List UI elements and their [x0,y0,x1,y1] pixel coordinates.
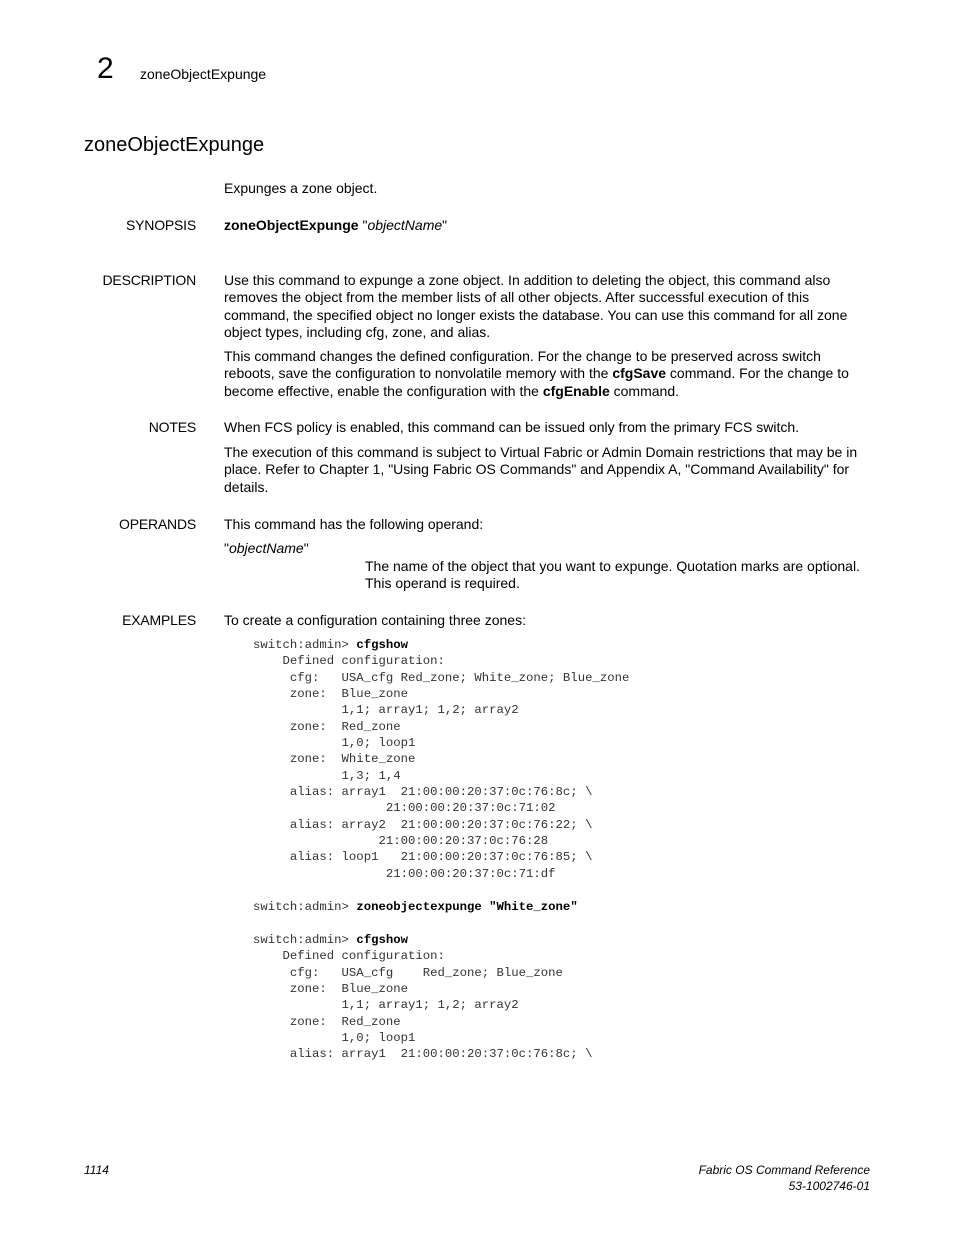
example-code-block-1: switch:admin> cfgshow Defined configuration: cfg: USA_cfg Red_zone; White_zone; Blue_zone zone: Blue_zone 1,1; array1; 1,2; array2 zone: Red_zone 1,0; loop1 zone: White_zone 1,3; 1,4 alias: array1 21:00:00:20:37:0c:76:8c; \ 21:00:00:20:37:0c:71:02 alias: array2 21:00:00:20:37:0c:76:22; \ 21:00:00:20:37:0c:76:28 alias: loop1 21:00:00:20:37:0c:76:85; \ 21:00:00:20:37:0c:71:df [253,638,630,881]
footer-book-info [699,1162,870,1194]
summary: Expunges a zone object. [224,180,378,196]
example-output-3: Defined configuration: cfg: USA_cfg Red_zone; Blue_zone zone: Blue_zone 1,1; array1; 1,2; array2 zone: Red_zone 1,0; loop1 alias: array1 21:00:00:20:37:0c:76:8c; \ [282,949,593,1062]
example-output-1: Defined configuration: cfg: USA_cfg Red_zone; White_zone; Blue_zone zone: Blue_zone 1,1; array1; 1,2; array2 zone: Red_zone 1,0; loop1 zone: White_zone 1,3; 1,4 alias: array1 21:00:00:20:37:0c:76:8c; \ 21:00:00:20:37:0c:71:02 alias: array2 21:00:00:20:37:0c:76:22; \ 21:00:00:20:37:0c:76:28 alias: loop1 21:00:00:20:37:0c:76:85; \ 21:00:00:20:37:0c:71:df [282,654,630,881]
example-code-block-2: switch:admin> zoneobjectexpunge "White_zone" [253,900,578,914]
example-command-cfgshow-2: cfgshow [356,933,408,947]
operand-description: The name of the object that you want to expunge. Quotation marks are optional. This operand is required. [365,558,860,592]
notes-label: NOTES [148,419,196,435]
example-command-expunge: zoneobjectexpunge "White_zone" [356,900,578,914]
notes-paragraph-2: The execution of this command is subject to Virtual Fabric or Admin Domain restrictions that may be in place. Refer to Chapter 1, "Using Fabric OS Commands" and Appendix A, "Command Availability" for details. [224,444,858,495]
operands-intro: This command has the following operand: [224,516,484,532]
doc-id: 53-1002746-01 [788,1179,870,1193]
chapter-number: 2 [97,52,114,85]
description-label: DESCRIPTION [102,272,196,288]
synopsis-command: zoneObjectExpunge [224,217,359,233]
page-title: zoneObjectExpunge [84,134,265,156]
examples-label: EXAMPLES [122,612,196,628]
example-command-cfgshow: cfgshow [356,638,408,652]
page-number: 1114 [84,1163,109,1177]
synopsis-label: SYNOPSIS [126,217,196,233]
synopsis: zoneObjectExpunge "objectName" [224,217,448,233]
running-head: zoneObjectExpunge [140,66,267,82]
operands-label: OPERANDS [119,516,196,532]
description-paragraph-1: Use this command to expunge a zone object. In addition to deleting the object, this command also removes the object from the member lists of all other objects. After successful execution of this command, the specified object no longer exists the database. You can use this command for all zone object types, including cfg, zone, and alias. [224,272,848,340]
notes-paragraph-1: When FCS policy is enabled, this command can be issued only from the primary FCS switch. [224,419,800,435]
book-title: Fabric OS Command Reference [698,1163,870,1177]
description-paragraph-2: This command changes the defined configuration. For the change to be preserved across switch reboots, save the configuration to nonvolatile memory with the cfgSave command. For the change to become effective, enable the configuration with the cfgEnable command. [224,348,849,399]
example-code-block-3: switch:admin> cfgshow Defined configuration: cfg: USA_cfg Red_zone; Blue_zone zone: Blue_zone 1,1; array1; 1,2; array2 zone: Red_zone 1,0; loop1 alias: array1 21:00:00:20:37:0c:76:8c; \ [253,933,593,1062]
operand-name: "objectName" [224,540,309,556]
examples-intro: To create a configuration containing three zones: [224,612,526,628]
synopsis-arg: objectName [367,217,443,233]
